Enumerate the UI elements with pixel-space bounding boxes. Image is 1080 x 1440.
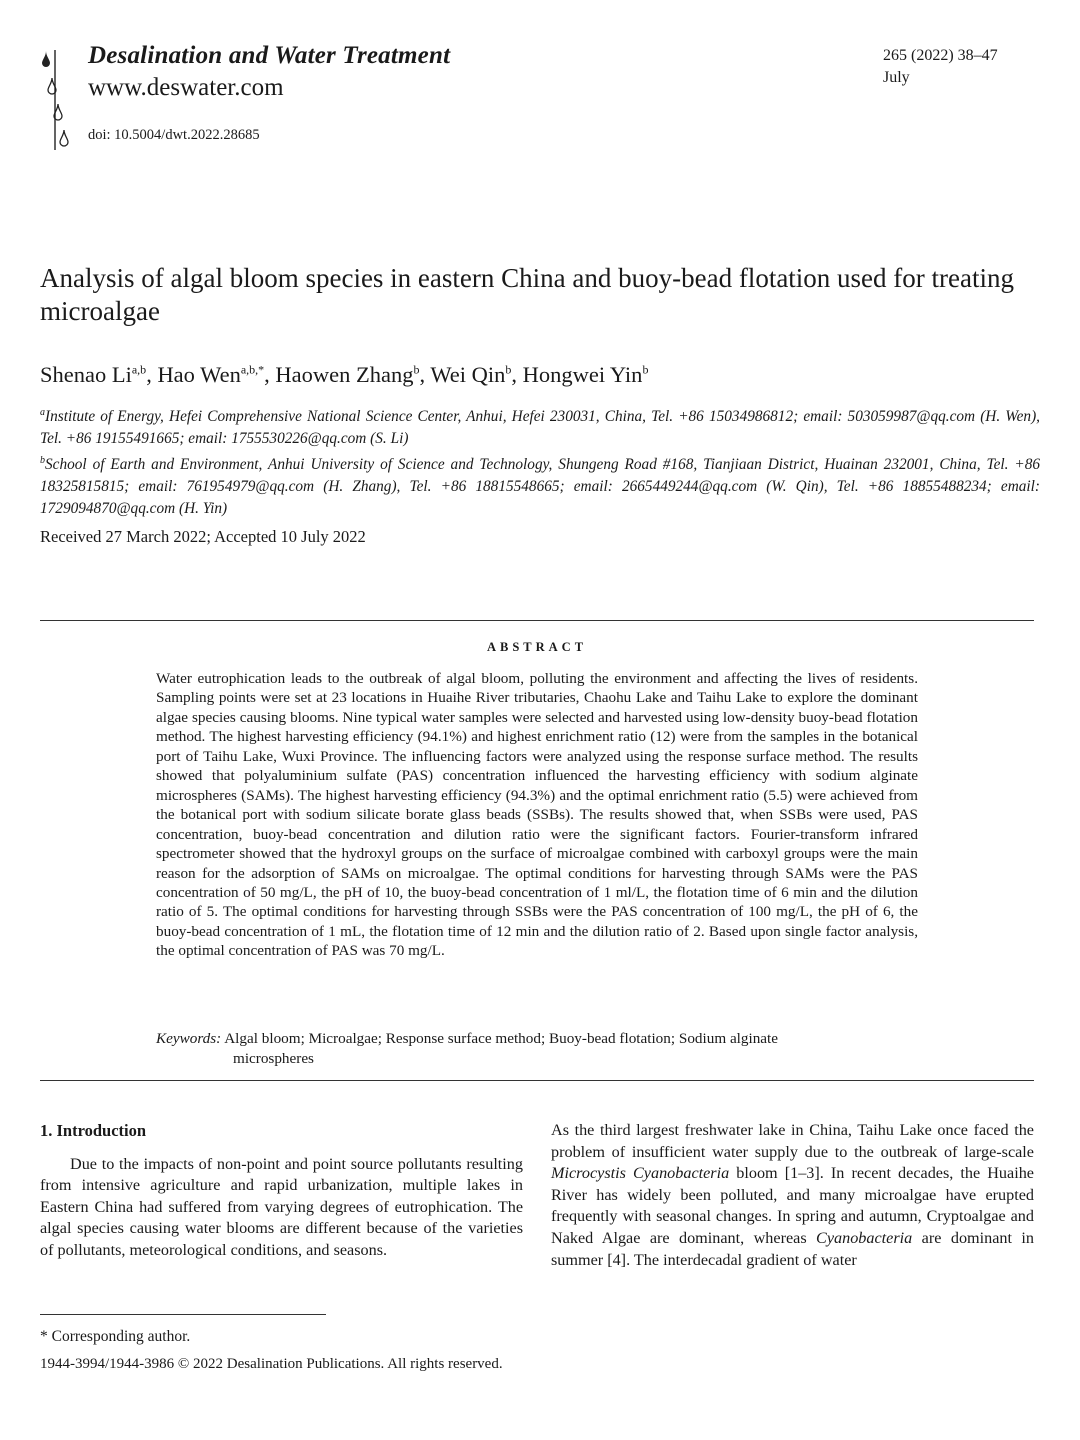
volume-pages: 265 (2022) 38–47 <box>883 47 998 64</box>
copyright: 1944-3994/1944-3986 © 2022 Desalination Publications. All rights reserved. <box>40 1356 503 1372</box>
abstract-heading: ABSTRACT <box>486 640 588 654</box>
affiliation-b: $^b$School of Earth and Environment, Anhui University of Science and Technology, Shungeng Road #168, Tianjiaan District, Huainan 232001, China, Tel. +86 18325815815; email: 761954979@qq.com (H. Zhang), Tel. +86 18815548665; email: 2665449244@qq.com (W. Qin), Tel. +86 18855488234; email: 1729094870@qq.com (H. Yin) <box>40 455 1040 518</box>
abstract-bottom-rule <box>40 1080 1034 1081</box>
author: Hao Wen$^{a,b,*}$, <box>157 362 276 387</box>
keywords-list: Algal bloom; Microalgae; Response surface method; Buoy-bead flotation; Sodium alginate <box>224 1030 779 1047</box>
left-column <box>40 1120 523 1262</box>
author: Shenao Li$^{a,b}$, <box>40 362 158 387</box>
author: Haowen Zhang$^b$, <box>275 362 431 387</box>
section-heading: 1. Introduction <box>40 1121 147 1140</box>
keywords-label: Keywords: <box>156 1030 222 1047</box>
intro-paragraph-continued: As the third largest freshwater lake in China, Taihu Lake once faced the problem of insufficient water supply due to the outbreak of large-scale Microcystis Cyanobacteria bloom [1–3]. In recent decades, the Huaihe River has widely been polluted, and many microalgae have erupted frequently with seasonal changes. In spring and autumn, Cryptoalgae and Naked Algae are dominant, whereas Cyanobacteria are dominant in summer [4]. The interdecadal gradient of water <box>551 1121 1034 1269</box>
affiliation-a: $^a$Institute of Energy, Hefei Comprehensive National Science Center, Anhui, Hefei 230031, China, Tel. +86 15034986812; email: 503059987@qq.com (H. Wen), Tel. +86 19155491665; email: 1755530226@qq.com (S. Li) <box>40 407 1040 448</box>
journal-url[interactable]: www.deswater.com <box>88 74 284 101</box>
footnote: * Corresponding author. <box>40 1328 191 1345</box>
journal-title: Desalination and Water Treatment <box>88 42 451 69</box>
right-column <box>551 1120 1034 1271</box>
footnote-rule <box>40 1314 326 1315</box>
keywords-list-continued: microspheres <box>233 1049 314 1067</box>
abstract-top-rule <box>40 620 1034 621</box>
doi[interactable]: doi: 10.5004/dwt.2022.28685 <box>88 127 260 143</box>
affiliations <box>40 402 1040 520</box>
author: Hongwei Yin$^b$ <box>522 362 649 387</box>
received-accepted-dates: Received 27 March 2022; Accepted 10 July 2022 <box>40 527 366 546</box>
species-name: Cyanobacteria <box>816 1228 913 1247</box>
issue-month: July <box>883 69 910 86</box>
intro-paragraph: Due to the impacts of non-point and point source pollutants resulting from intensive agriculture and rapid urbanization, multiple lakes in Eastern China had suffered from varying degrees of eutrophication. The algal species causing water blooms are different because of the varieties of pollutants, meteorological conditions, and seasons. <box>40 1154 523 1259</box>
author: Wei Qin$^b$, <box>430 362 523 387</box>
author-list <box>40 362 648 388</box>
journal-logo <box>38 44 78 154</box>
article-title: Analysis of algal bloom species in eastern China and buoy-bead flotation used for treating microalgae <box>40 263 1014 326</box>
issue-info <box>883 45 998 89</box>
abstract-text: Water eutrophication leads to the outbreak of algal bloom, polluting the environment and affecting the lives of residents. Sampling points were set at 23 locations in Huaihe River tributaries, Chaohu Lake and Taihu Lake to explore the dominant algae species causing blooms. Nine typical water samples were selected and harvested using low-density buoy-bead flotation method. The highest harvesting efficiency (94.1%) and highest enrichment ratio (12) were from the samples in the botanical port of Taihu Lake, Wuxi Province. The influencing factors were analyzed using the response surface method. The results showed that polyaluminium sulfate (PAS) concentration influenced the harvesting efficiency with sodium alginate microspheres (SAMs). The highest harvesting efficiency (94.3%) and the optimal enrichment ratio (5.5) were achieved from the botanical port with sodium silicate borate glass beads (SSBs). The results showed that, when SSBs were used, PAS concentration, buoy-bead concentration and dilution ratio were the significant factors. Fourier-transform infrared spectrometer showed that the hydroxyl groups on the surface of microalgae combined with carboxyl groups were the main reason for the adsorption of SAMs on microalgae. The optimal conditions for harvesting through SAMs were the PAS concentration of 50 mg/L, the pH of 10, the buoy-bead concentration of 1 ml/L, the flotation time of 6 min and the dilution ratio of 5. The optimal conditions for harvesting through SSBs were the PAS concentration of 100 mg/L, the pH of 6, the buoy-bead concentration of 1 mL, the flotation time of 12 min and the dilution ratio of 2. Based upon single factor analysis, the optimal concentration of PAS was 70 mg/L. <box>156 670 918 960</box>
species-name: Microcystis Cyanobacteria <box>551 1164 730 1183</box>
keywords <box>156 1029 918 1068</box>
